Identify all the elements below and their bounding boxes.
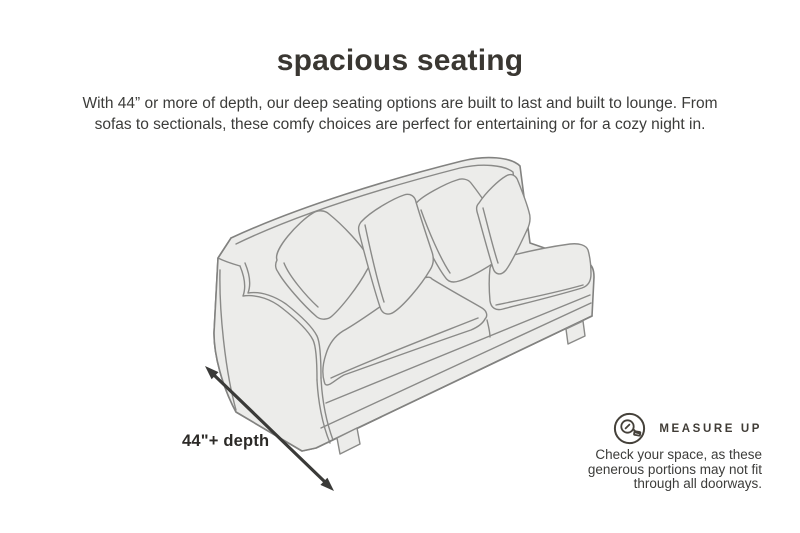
measure-up-note bbox=[522, 448, 762, 492]
measure-up-header bbox=[522, 412, 762, 445]
intro-line-1: With 44” or more of depth, our deep seating options are built to last and built to lounge. From bbox=[82, 95, 718, 112]
measure-up-note-line-1: Check your space, as these bbox=[595, 447, 762, 462]
depth-dimension-label: 44"+ depth bbox=[182, 432, 270, 450]
page-title: spacious seating bbox=[276, 44, 524, 77]
measure-up-block bbox=[522, 412, 762, 492]
measure-up-heading: MEASURE UP bbox=[659, 422, 762, 435]
tape-measure-icon bbox=[613, 412, 646, 445]
measure-up-note-line-3: through all doorways. bbox=[633, 476, 762, 491]
measure-up-note-line-2: generous portions may not fit bbox=[587, 461, 762, 477]
intro-line-2: sofas to sectionals, these comfy choices are perfect for entertaining or for a cozy night in. bbox=[94, 116, 706, 133]
